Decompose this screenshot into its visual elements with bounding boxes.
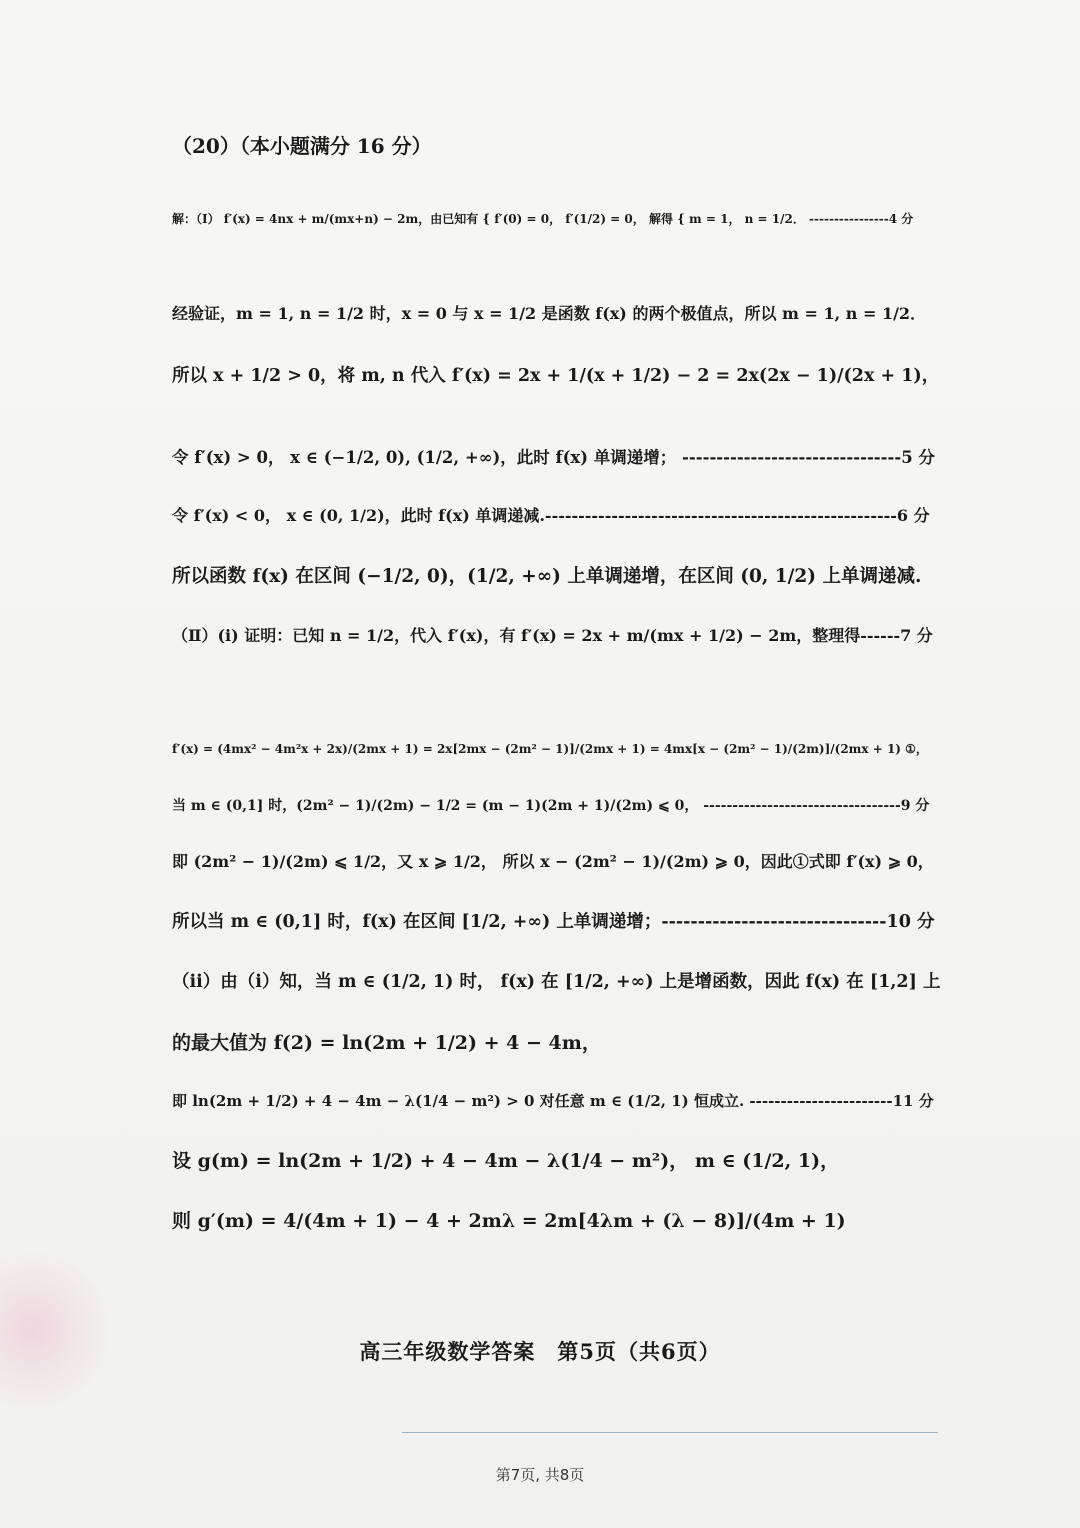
divider — [402, 1432, 938, 1433]
solution-line: 的最大值为 f(2) = ln(2m + 1/2) + 4 − 4m， — [172, 1032, 601, 1054]
solution-line: 所以 x + 1/2 > 0，将 m, n 代入 f′(x) = 2x + 1/(x + 1/2) − 2 = 2x(2x − 1)/(2x + 1)， — [172, 366, 940, 386]
solution-line: 设 g(m) = ln(2m + 1/2) + 4 − 4m − λ(1/4 − m²)， m ∈ (1/2, 1)， — [172, 1150, 840, 1172]
page-footer: 高三年级数学答案 第5页（共6页） — [359, 1339, 721, 1364]
solution-line: （ii）由（i）知，当 m ∈ (1/2, 1) 时， f(x) 在 [1/2, +∞) 上是增函数，因此 f(x) 在 [1,2] 上 — [172, 972, 941, 992]
stain-mark — [0, 1250, 110, 1410]
solution-line: （Ⅱ）(i) 证明：已知 n = 1/2，代入 f′(x)，有 f′(x) = 2x + m/(mx + 1/2) − 2m，整理得------7 分 — [172, 626, 933, 645]
solution-line: 当 m ∈ (0,1] 时，(2m² − 1)/(2m) − 1/2 = (m − 1)(2m + 1)/(2m) ⩽ 0， ----------------------------------9 分 — [172, 798, 930, 814]
solution-line: 令 f′(x) > 0， x ∈ (−1/2, 0), (1/2, +∞)，此时 f(x) 单调递增； --------------------------------5 分 — [172, 448, 935, 467]
solution-line: 则 g′(m) = 4/(4m + 1) − 4 + 2mλ = 2m[4λm + (λ − 8)]/(4m + 1) — [172, 1210, 846, 1232]
solution-line: f′(x) = (4mx² − 4m²x + 2x)/(2mx + 1) = 2x[2mx − (2m² − 1)]/(2mx + 1) = 4mx[x − (2m² − 1)/(2m)]/(2mx + 1) ①， — [172, 742, 928, 756]
solution-line: 所以函数 f(x) 在区间 (−1/2, 0)，(1/2, +∞) 上单调递增，在区间 (0, 1/2) 上单调递减. — [172, 566, 922, 587]
solution-line: 经验证，m = 1, n = 1/2 时，x = 0 与 x = 1/2 是函数 f(x) 的两个极值点，所以 m = 1, n = 1/2． — [172, 304, 927, 323]
page-indicator: 第7页, 共8页 — [495, 1466, 585, 1484]
solution-line: 即 (2m² − 1)/(2m) ⩽ 1/2，又 x ⩾ 1/2， 所以 x − (2m² − 1)/(2m) ⩾ 0，因此①式即 f′(x) ⩾ 0， — [172, 852, 934, 871]
solution-line: 即 ln(2m + 1/2) + 4 − 4m − λ(1/4 − m²) > 0 对任意 m ∈ (1/2, 1) 恒成立. -----------------------11 分 — [172, 1092, 934, 1110]
problem-heading: （20）（本小题满分 16 分） — [172, 134, 432, 158]
solution-line: 令 f′(x) < 0， x ∈ (0, 1/2)，此时 f(x) 单调递减.-----------------------------------------------------6 分 — [172, 506, 930, 525]
solution-line: 所以当 m ∈ (0,1] 时，f(x) 在区间 [1/2, +∞) 上单调递增；-------------------------------10 分 — [172, 912, 935, 932]
solution-line: 解：（Ⅰ） f′(x) = 4nx + m/(mx+n) − 2m，由已知有 { f′(0) = 0， f′(1/2) = 0， 解得 { m = 1， n = 1/2． ----------------4 分 — [172, 212, 914, 226]
